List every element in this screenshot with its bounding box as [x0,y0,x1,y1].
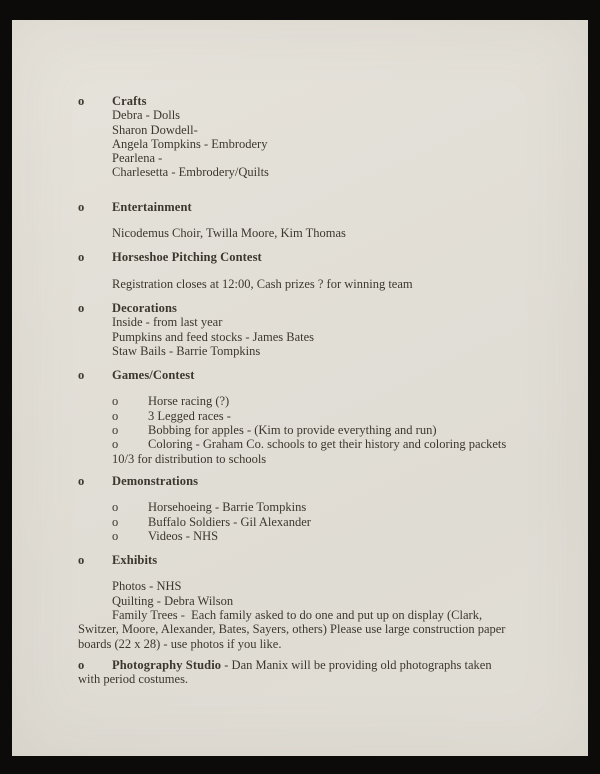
item-text: Inside - from last year [112,315,223,330]
section-items [12,500,588,543]
bullet-marker: o [78,199,85,214]
section-title: Photography Studio [112,657,222,672]
item-text: Coloring - Graham Co. schools to get their history and coloring packets [148,437,507,452]
section-heading [12,301,588,315]
section-crafts [12,94,588,180]
item-text: Pearlena - [112,151,163,166]
list-item [12,452,588,466]
section-games-contest [12,368,588,466]
section-title: Exhibits [112,553,158,568]
bullet-marker: o [78,368,85,383]
list-item [12,315,588,329]
list-item [12,137,588,151]
section-title: Games/Contest [112,368,195,383]
list-item [12,330,588,344]
item-text: 10/3 for distribution to schools [112,451,267,466]
item-text: Buffalo Soldiers - Gil Alexander [148,514,311,529]
item-text: Videos - NHS [148,528,219,543]
item-text: Angela Tompkins - Embrodery [112,136,268,151]
item-text: with period costumes. [78,672,189,687]
section-exhibits [12,553,588,651]
item-text: Charlesetta - Embrodery/Quilts [112,165,269,180]
item-text: 3 Legged races - [148,408,231,423]
bullet-marker: o [78,657,85,672]
sub-bullet-marker: o [112,514,119,529]
section-entertainment [12,200,588,241]
section-horseshoe-pitching-contest [12,250,588,291]
section-heading [12,553,588,567]
list-item [12,409,588,423]
list-item [12,108,588,122]
list-item [12,672,588,686]
item-text: Pumpkins and feed stocks - James Bates [112,329,315,344]
section-heading [12,368,588,382]
item-text: Horse racing (?) [148,394,230,409]
list-item [12,226,588,240]
list-item [12,500,588,514]
section-items [12,108,588,179]
item-text: Photos - NHS [112,579,182,594]
item-text: Quilting - Debra Wilson [112,593,234,608]
list-item [12,344,588,358]
section-heading [12,200,588,214]
sub-bullet-marker: o [112,500,119,515]
sub-bullet-marker: o [112,408,119,423]
item-text: Sharon Dowdell- [112,122,198,137]
section-demonstrations [12,474,588,543]
item-text: Nicodemus Choir, Twilla Moore, Kim Thomas [112,226,346,241]
section-heading [12,250,588,264]
list-item [12,622,588,636]
section-title: Demonstrations [112,473,199,488]
section-items [12,277,588,291]
section-heading [12,474,588,488]
list-item [12,437,588,451]
document-body [12,94,588,687]
section-heading [12,658,588,672]
list-item [12,515,588,529]
bullet-marker: o [78,553,85,568]
list-item [12,529,588,543]
bullet-marker: o [78,250,85,265]
list-item [12,608,588,622]
section-title: Crafts [112,94,147,108]
section-items [12,579,588,650]
item-text: boards (22 x 28) - use photos if you like. [78,636,282,651]
list-item [12,637,588,651]
sub-bullet-marker: o [112,528,119,543]
sub-bullet-marker: o [112,394,119,409]
list-item [12,394,588,408]
section-items [12,394,588,465]
document-page [12,20,588,756]
section-items [12,672,588,686]
list-item [12,151,588,165]
bullet-marker: o [78,94,85,108]
item-text: Debra - Dolls [112,108,181,123]
section-title-suffix: - Dan Manix will be providing old photographs taken [221,657,492,672]
section-heading [12,94,588,108]
list-item [12,123,588,137]
section-title: Horseshoe Pitching Contest [112,250,262,265]
sub-bullet-marker: o [112,423,119,438]
list-item [12,579,588,593]
item-text: Staw Bails - Barrie Tompkins [112,343,261,358]
item-text: Family Trees - Each family asked to do one and put up on display (Clark, [112,608,483,623]
section-title: Decorations [112,300,177,315]
bullet-marker: o [78,300,85,315]
item-text: Bobbing for apples - (Kim to provide everything and run) [148,423,437,438]
sub-bullet-marker: o [112,437,119,452]
section-items [12,226,588,240]
section-photography-studio [12,658,588,687]
item-text: Switzer, Moore, Alexander, Bates, Sayers, others) Please use large construction paper [78,622,506,637]
item-text: Horsehoeing - Barrie Tompkins [148,500,307,515]
section-items [12,315,588,358]
list-item [12,423,588,437]
list-item [12,277,588,291]
item-text: Registration closes at 12:00, Cash prizes ? for winning team [112,276,413,291]
bullet-marker: o [78,473,85,488]
section-title: Entertainment [112,199,192,214]
list-item [12,594,588,608]
section-decorations [12,301,588,358]
list-item [12,165,588,179]
